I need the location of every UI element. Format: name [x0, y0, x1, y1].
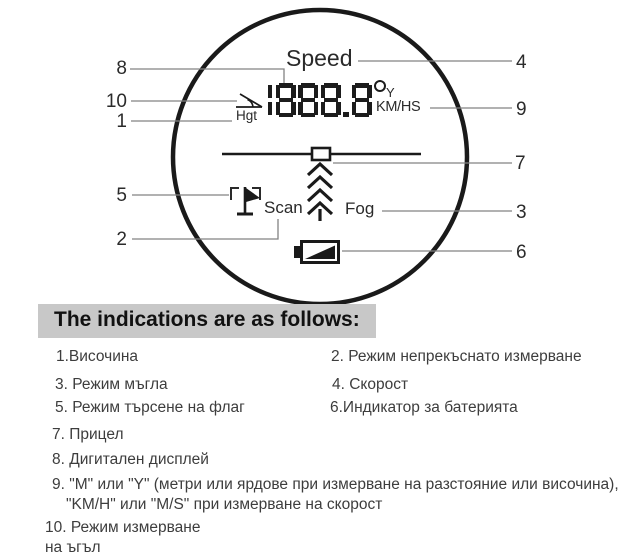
- scan-label: Scan: [264, 198, 303, 217]
- callout-number-1: 1: [116, 111, 127, 132]
- callout-number-9: 9: [516, 99, 527, 120]
- callout-number-7: 7: [515, 153, 526, 174]
- callout-number-8: 8: [116, 58, 127, 79]
- unit-kmhs-label: KM/HS: [376, 99, 421, 115]
- hgt-label: Hgt: [236, 108, 258, 123]
- seven-segment-display: [266, 83, 374, 117]
- degree-icon: [374, 80, 386, 92]
- legend-item-4: 4. Скорост: [332, 376, 409, 393]
- reticle-center-box: [312, 148, 330, 160]
- callout-line-8: [130, 69, 284, 84]
- legend-item-1: 1.Височина: [56, 348, 139, 365]
- flag-lock-icon: [231, 187, 260, 214]
- callout-number-2: 2: [116, 229, 127, 250]
- callout-number-10: 10: [105, 91, 127, 112]
- callout-number-6: 6: [516, 242, 527, 263]
- legend-item-3: 3. Режим мъгла: [55, 376, 168, 393]
- legend-item-5: 5. Режим търсене на флаг: [55, 399, 245, 416]
- speed-label: Speed: [286, 45, 353, 71]
- angle-icon: [236, 94, 262, 107]
- callout-number-3: 3: [516, 202, 527, 223]
- fog-label: Fog: [345, 199, 375, 218]
- legend-title: The indications are as follows:: [38, 304, 376, 338]
- legend-line-7: 7. Прицел: [52, 426, 124, 443]
- legend-line-9a: 9. "M" или "Y" (метри или ярдове при измерване на разстояние или височина),: [52, 476, 619, 493]
- legend-item-2: 2. Режим непрекъснато измерване: [331, 348, 582, 365]
- callout-number-5: 5: [116, 185, 127, 206]
- legend-item-6: 6.Индикатор за батерията: [330, 399, 518, 416]
- callout-number-4: 4: [516, 52, 527, 73]
- legend-line-10a: 10. Режим измерване: [45, 519, 201, 536]
- legend-line-9b: "KM/H" или "M/S" при измерване на скорост: [66, 496, 383, 513]
- up-arrow-icon: [308, 164, 332, 221]
- unit-y-label: Y: [386, 85, 395, 100]
- battery-icon: [294, 242, 339, 263]
- legend-line-8: 8. Дигитален дисплей: [52, 451, 209, 468]
- legend-line-10b: на ъгъл: [45, 539, 101, 556]
- callout-line-2: [132, 219, 278, 239]
